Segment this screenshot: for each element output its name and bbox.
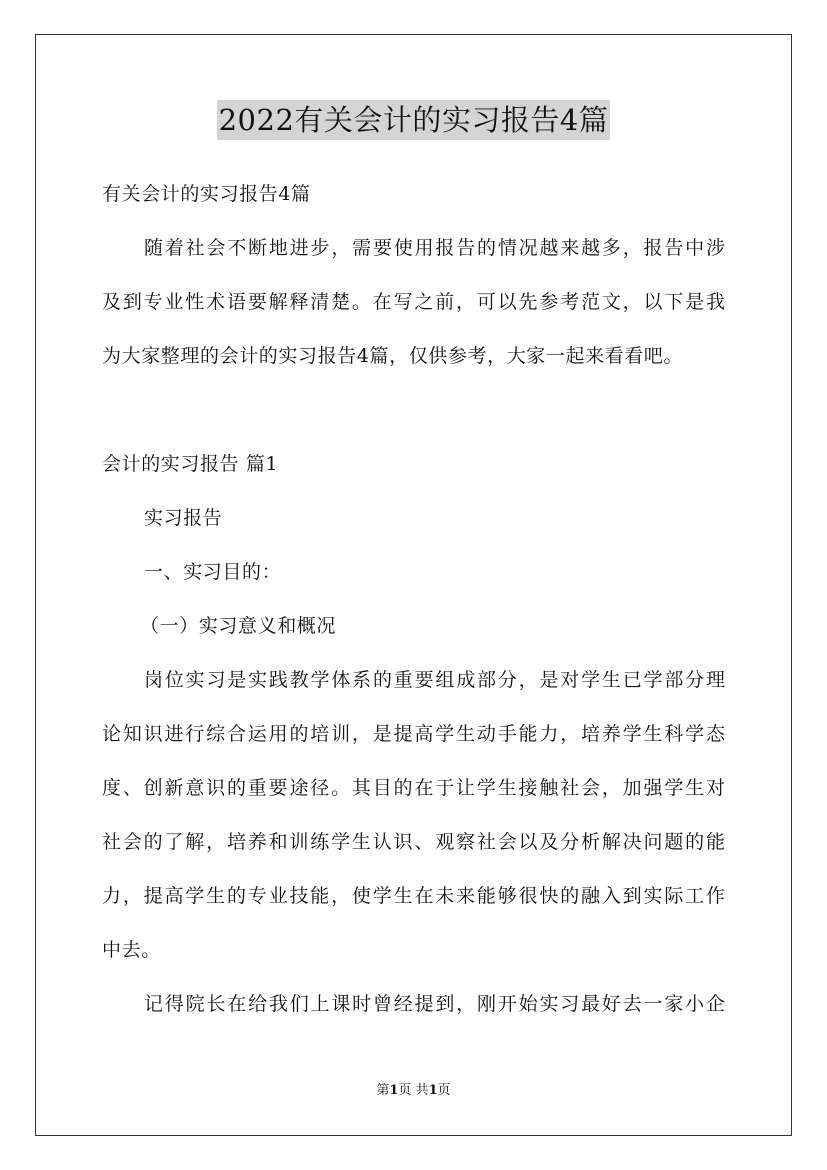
heading-significance: （一）实习意义和概况 [140,615,337,637]
footer-page-prefix: 第 [376,1083,390,1098]
paragraph-1-line-6: 中去。 [102,939,161,961]
paragraph-1-line-1: 岗位实习是实践教学体系的重要组成部分，是对学生已学部分理 [144,669,726,691]
page-footer [0,1082,827,1100]
paragraph-1-line-5: 力，提高学生的专业技能，使学生在未来能够很快的融入到实际工作 [102,885,726,907]
footer-page-total: 1 [428,1083,438,1098]
document-subtitle: 有关会计的实习报告4篇 [102,183,311,205]
report-label: 实习报告 [144,507,223,529]
footer-page-suffix: 页 [437,1083,451,1098]
footer-page-mid: 页 共 [398,1083,429,1098]
intro-line-2: 及到专业性术语要解释清楚。在写之前，可以先参考范文，以下是我 [102,291,726,313]
title-container [0,100,827,140]
section-heading: 会计的实习报告 篇1 [102,453,279,475]
paragraph-1-line-2: 论知识进行综合运用的培训，是提高学生动手能力，培养学生科学态 [102,723,726,745]
heading-objective: 一、实习目的： [144,561,282,583]
paragraph-2-line-1: 记得院长在给我们上课时曾经提到，刚开始实习最好去一家小企 [144,993,726,1015]
paragraph-1-line-3: 度、创新意识的重要途径。其目的在于让学生接触社会，加强学生对 [102,777,726,799]
paragraph-1-line-4: 社会的了解，培养和训练学生认识、观察社会以及分析解决问题的能 [102,831,726,853]
intro-line-1: 随着社会不断地进步，需要使用报告的情况越来越多，报告中涉 [144,237,726,259]
footer-page-current: 1 [389,1083,399,1098]
intro-line-3: 为大家整理的会计的实习报告4篇，仅供参考，大家一起来看看吧。 [102,345,684,367]
document-title: 2022有关会计的实习报告4篇 [217,100,611,140]
